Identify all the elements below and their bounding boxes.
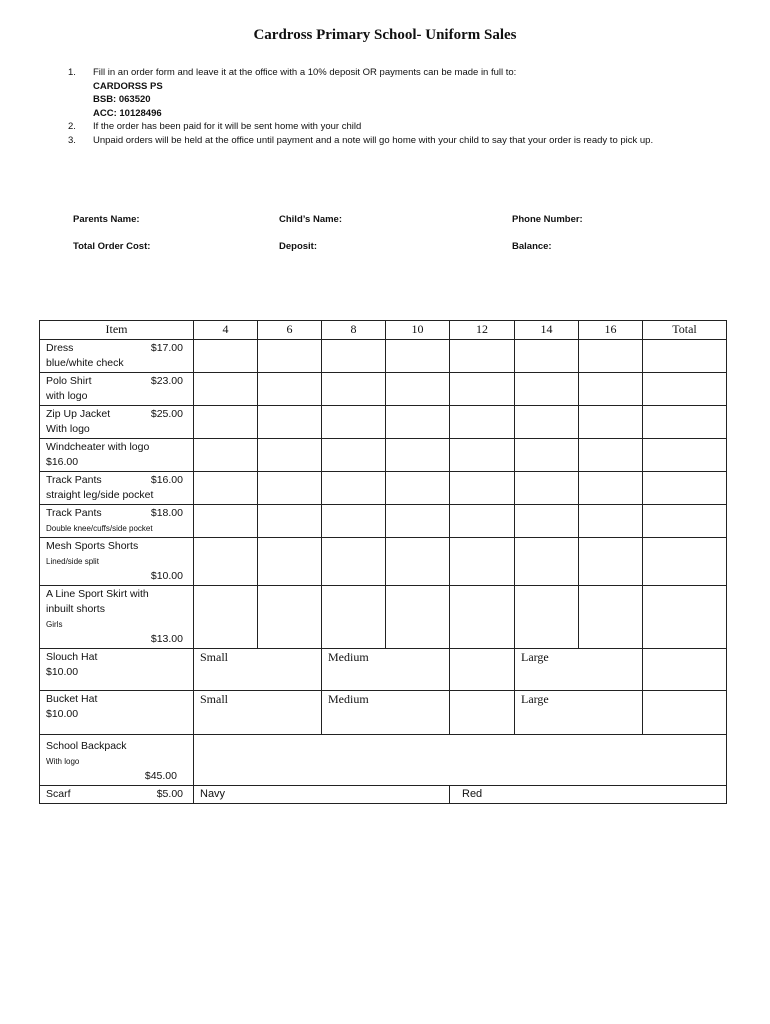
qty-cell[interactable]: [579, 406, 643, 439]
balance-label: Balance:: [512, 241, 552, 252]
item-cell: [40, 340, 194, 373]
table-row: [40, 373, 727, 406]
qty-cell[interactable]: [579, 586, 643, 649]
qty-cell[interactable]: [450, 406, 515, 439]
header-total: Total: [643, 321, 727, 340]
item-price: $16.00: [46, 456, 79, 468]
item-price: $10.00: [46, 666, 79, 678]
scarf-red-cell[interactable]: [450, 786, 727, 804]
qty-cell[interactable]: [386, 586, 450, 649]
qty-cell[interactable]: [386, 505, 450, 538]
instruction-text: Fill in an order form and leave it at the office with a 10% deposit OR payments can be made in full to:: [93, 67, 517, 78]
order-table: [39, 320, 727, 804]
qty-cell[interactable]: [386, 472, 450, 505]
qty-cell[interactable]: [579, 373, 643, 406]
instructions-list: [68, 66, 728, 147]
qty-cell[interactable]: [450, 538, 515, 586]
qty-cell[interactable]: [258, 439, 322, 472]
item-cell: [40, 472, 194, 505]
total-cell[interactable]: [643, 586, 727, 649]
item-cell: [40, 691, 194, 735]
scarf-navy-cell[interactable]: Navy: [194, 786, 450, 804]
header-size-6: 6: [258, 321, 322, 340]
size-medium-cell[interactable]: Medium: [322, 691, 450, 735]
total-cell[interactable]: [643, 538, 727, 586]
qty-cell[interactable]: [322, 472, 386, 505]
total-cell[interactable]: [643, 373, 727, 406]
qty-cell[interactable]: [194, 538, 258, 586]
item-price: $25.00: [150, 408, 183, 420]
item-cell: [40, 735, 194, 786]
item-price: $45.00: [144, 770, 177, 782]
total-order-cost-label: Total Order Cost:: [73, 241, 151, 252]
qty-cell[interactable]: [515, 505, 579, 538]
instruction-text: If the order has been paid for it will be sent home with your child: [93, 121, 362, 132]
item-name: Polo Shirt: [46, 375, 92, 387]
instruction-number: 2.: [68, 121, 76, 132]
item-cell: [40, 373, 194, 406]
total-cell[interactable]: [643, 505, 727, 538]
item-price: $5.00: [156, 788, 183, 800]
item-name: Track Pants: [46, 507, 102, 519]
qty-cell[interactable]: [386, 373, 450, 406]
spacer-cell: [450, 649, 515, 691]
item-desc: With logo: [46, 757, 80, 766]
item-cell: [40, 406, 194, 439]
instruction-number: 3.: [68, 134, 76, 146]
table-row: [40, 439, 727, 472]
total-cell[interactable]: [643, 691, 727, 735]
qty-cell[interactable]: [450, 505, 515, 538]
total-cell[interactable]: [643, 472, 727, 505]
parents-name-label: Parents Name:: [73, 214, 140, 225]
header-size-4: 4: [194, 321, 258, 340]
item-name: Zip Up Jacket: [46, 408, 111, 420]
qty-cell[interactable]: [194, 439, 258, 472]
table-row: [40, 505, 727, 538]
qty-cell[interactable]: [258, 586, 322, 649]
item-name: School Backpack: [46, 740, 127, 752]
qty-cell[interactable]: [515, 586, 579, 649]
item-name: Dress: [46, 342, 74, 354]
qty-cell[interactable]: [194, 340, 258, 373]
qty-cell[interactable]: [450, 472, 515, 505]
qty-cell[interactable]: [515, 373, 579, 406]
instruction-text: Unpaid orders will be held at the office until payment and a note will go home with your child to say that your order is ready to pick up.: [93, 134, 654, 146]
item-cell: [40, 786, 194, 804]
qty-cell[interactable]: [258, 373, 322, 406]
item-name: Mesh Sports Shorts: [46, 540, 139, 552]
item-price: $16.00: [150, 474, 183, 486]
total-cell[interactable]: [643, 649, 727, 691]
qty-cell[interactable]: [194, 406, 258, 439]
item-desc: With logo: [46, 423, 90, 435]
page-title: Cardross Primary School- Uniform Sales: [253, 27, 517, 43]
item-name: Scarf: [46, 788, 71, 800]
childs-name-label: Child’s Name:: [279, 214, 342, 225]
instruction-item: [68, 120, 728, 134]
item-price: $10.00: [150, 570, 183, 582]
qty-cell[interactable]: [515, 538, 579, 586]
qty-cell[interactable]: [579, 340, 643, 373]
header-size-16: 16: [579, 321, 643, 340]
item-price: $13.00: [150, 633, 183, 645]
qty-cell[interactable]: [322, 538, 386, 586]
qty-cell[interactable]: [258, 406, 322, 439]
qty-cell[interactable]: [258, 472, 322, 505]
item-price: $10.00: [46, 708, 79, 720]
item-name-cont: inbuilt shorts: [46, 603, 105, 615]
header-row: [40, 321, 727, 340]
qty-cell[interactable]: [579, 505, 643, 538]
table-row: [40, 340, 727, 373]
item-cell: [40, 538, 194, 586]
qty-cell[interactable]: [322, 586, 386, 649]
qty-cell[interactable]: [450, 373, 515, 406]
item-desc: blue/white check: [46, 357, 124, 369]
table-row: [40, 649, 727, 691]
bank-name: CARDORSS PS: [93, 80, 163, 92]
qty-cell[interactable]: [194, 472, 258, 505]
item-price: $23.00: [150, 375, 183, 387]
header-size-12: 12: [450, 321, 515, 340]
qty-cell[interactable]: [322, 340, 386, 373]
spacer-cell: [450, 691, 515, 735]
qty-cell[interactable]: [579, 439, 643, 472]
phone-number-label: Phone Number:: [512, 214, 583, 225]
qty-cell[interactable]: [515, 439, 579, 472]
qty-cell[interactable]: [258, 538, 322, 586]
qty-cell[interactable]: [194, 586, 258, 649]
qty-cell[interactable]: [450, 439, 515, 472]
item-desc: with logo: [46, 390, 88, 402]
qty-cell[interactable]: [515, 406, 579, 439]
bank-acc: ACC: 10128496: [93, 107, 162, 119]
qty-cell[interactable]: [322, 406, 386, 439]
item-name: Slouch Hat: [46, 651, 98, 663]
qty-cell[interactable]: [258, 505, 322, 538]
qty-cell[interactable]: [258, 340, 322, 373]
size-small-cell[interactable]: Small: [194, 691, 322, 735]
size-small-cell[interactable]: Small: [194, 649, 322, 691]
qty-cell[interactable]: [515, 472, 579, 505]
item-name: A Line Sport Skirt with: [46, 588, 149, 600]
qty-cell[interactable]: [386, 340, 450, 373]
instruction-number: 1.: [68, 67, 76, 78]
qty-cell[interactable]: [194, 505, 258, 538]
item-desc: straight leg/side pocket: [46, 489, 154, 501]
qty-cell[interactable]: [450, 340, 515, 373]
qty-cell[interactable]: [450, 586, 515, 649]
qty-cell[interactable]: [579, 538, 643, 586]
total-cell[interactable]: [643, 439, 727, 472]
total-cell[interactable]: [643, 406, 727, 439]
table-row: [40, 586, 727, 649]
qty-cell[interactable]: [386, 538, 450, 586]
item-cell: [40, 649, 194, 691]
table-row: [40, 406, 727, 439]
item-name: Track Pants: [46, 474, 102, 486]
table-row: [40, 691, 727, 735]
size-large-cell[interactable]: Large: [515, 649, 643, 691]
total-cell[interactable]: [643, 340, 727, 373]
header-size-10: 10: [386, 321, 450, 340]
item-desc: Lined/side split: [46, 557, 99, 566]
backpack-qty-cell[interactable]: [194, 735, 727, 786]
qty-cell[interactable]: [515, 340, 579, 373]
table-row: [40, 786, 727, 804]
table-row: [40, 472, 727, 505]
qty-cell[interactable]: [194, 373, 258, 406]
item-cell: [40, 439, 194, 472]
deposit-label: Deposit:: [279, 241, 317, 252]
bank-bsb: BSB: 063520: [93, 94, 151, 105]
qty-cell[interactable]: [579, 472, 643, 505]
item-desc: Double knee/cuffs/side pocket: [46, 524, 153, 533]
table-row: [40, 735, 727, 786]
size-large-cell[interactable]: Large: [515, 691, 643, 735]
item-cell: [40, 586, 194, 649]
item-name: Bucket Hat: [46, 693, 98, 705]
qty-cell[interactable]: [386, 439, 450, 472]
header-size-8: 8: [322, 321, 386, 340]
instruction-item: [68, 66, 728, 80]
item-price: $18.00: [150, 507, 183, 519]
header-item: Item: [40, 321, 194, 340]
header-size-14: 14: [515, 321, 579, 340]
size-medium-cell[interactable]: Medium: [322, 649, 450, 691]
qty-cell[interactable]: [322, 373, 386, 406]
item-name: Windcheater with logo: [46, 441, 150, 453]
scarf-red-label: Red: [462, 788, 483, 800]
item-cell: [40, 505, 194, 538]
item-price: $17.00: [150, 342, 183, 354]
table-row: [40, 538, 727, 586]
instruction-item: [68, 134, 728, 148]
qty-cell[interactable]: [386, 406, 450, 439]
qty-cell[interactable]: [322, 439, 386, 472]
qty-cell[interactable]: [322, 505, 386, 538]
item-desc: Girls: [46, 620, 63, 629]
